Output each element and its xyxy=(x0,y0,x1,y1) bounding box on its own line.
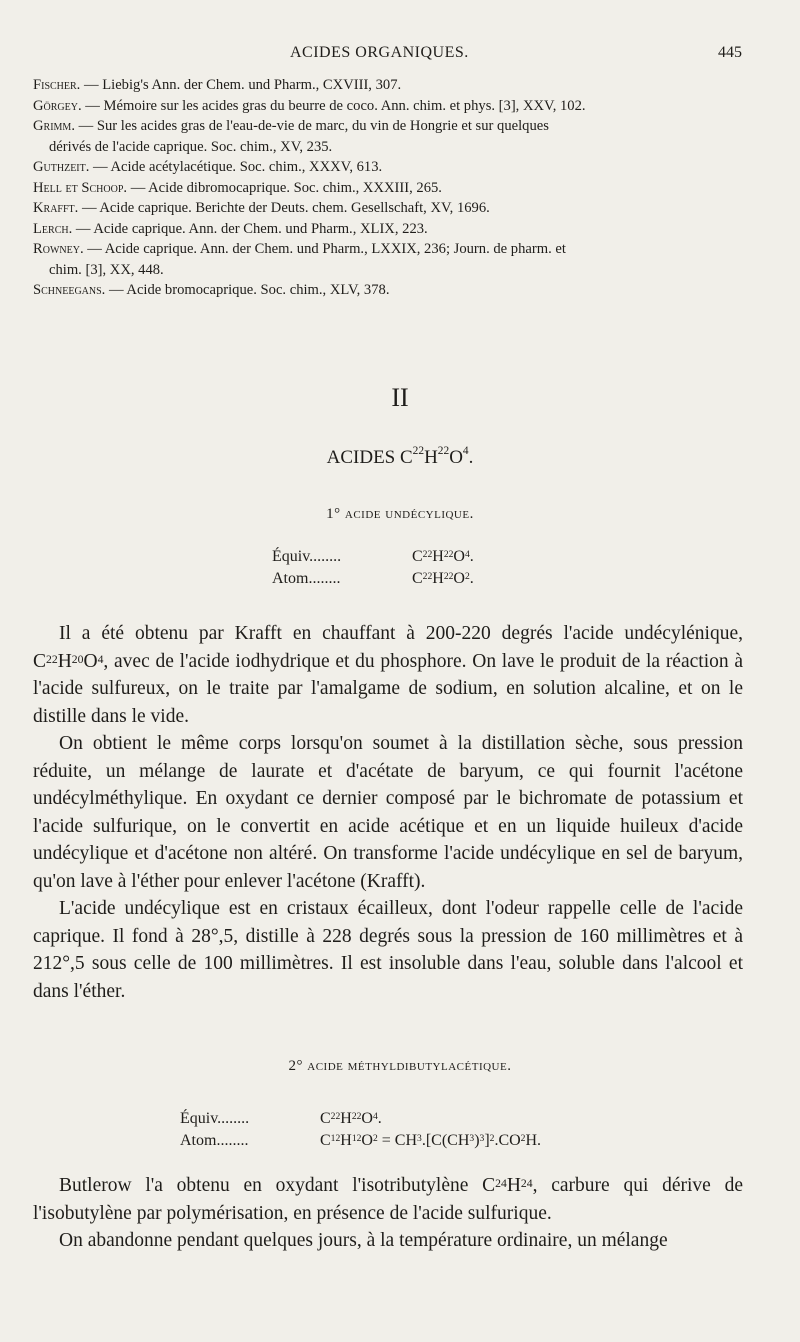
atom-row xyxy=(272,568,474,590)
text-run: H xyxy=(506,1175,521,1196)
section-title-text: . xyxy=(468,447,474,468)
text-run: Il a été obtenu par Krafft en chauffant à 200-220 degrés l'acide undécylénique, C xyxy=(33,623,743,672)
superscript: 2 xyxy=(489,1133,495,1144)
superscript: 2 xyxy=(464,571,470,582)
text-run: H. xyxy=(525,1132,542,1149)
bibliography-continuation: chim. [3], XX, 448. xyxy=(49,261,164,278)
text-run: O xyxy=(453,570,465,587)
superscript: 2 xyxy=(372,1133,378,1144)
superscript: 3 xyxy=(469,1133,475,1144)
section-title-sup: 22 xyxy=(437,445,450,457)
atom-label: Atom........ xyxy=(272,570,341,587)
text-run: ) xyxy=(474,1132,480,1149)
superscript: 22 xyxy=(330,1111,341,1122)
equiv-row xyxy=(180,1108,541,1130)
body-text-1 xyxy=(33,620,743,1005)
text-run: C xyxy=(320,1132,331,1149)
bibliography-entry xyxy=(33,75,753,96)
superscript: 22 xyxy=(443,571,454,582)
text-run: C xyxy=(320,1110,331,1127)
equiv-row xyxy=(272,546,474,568)
bibliography-text: — Acide caprique. Berichte der Deuts. chem. Gesellschaft, XV, 1696. xyxy=(78,200,490,216)
equiv-label: Équiv........ xyxy=(180,1110,250,1127)
subsection-heading-2 xyxy=(0,1058,800,1075)
superscript: 3 xyxy=(417,1133,422,1144)
section-number: II xyxy=(391,383,409,412)
superscript: 4 xyxy=(372,1111,378,1122)
bibliography-text: — Sur les acides gras de l'eau-de-vie de marc, du vin de Hongrie et sur quelques xyxy=(74,118,549,134)
running-title: ACIDES ORGANIQUES. xyxy=(290,44,469,61)
body-text-2 xyxy=(33,1172,743,1255)
text-run: , carbure qui dérive de l'isobutylène par polymérisation, en présence de l'acide sulfurique. xyxy=(33,1175,743,1224)
text-run: C xyxy=(412,570,423,587)
bibliography-author: Guthzeit. xyxy=(33,159,90,175)
text-run: H xyxy=(432,548,444,565)
subsection-title: acide méthyldibutylacétique. xyxy=(307,1058,512,1074)
superscript: 3 xyxy=(479,1133,485,1144)
bibliography-author: Schneegans. xyxy=(33,282,106,298)
section-title-text: H xyxy=(424,447,438,468)
bibliography-entry xyxy=(33,280,753,301)
section-title-sup: 22 xyxy=(412,445,425,457)
text-run: . xyxy=(469,548,474,565)
text-run: L'acide undécylique est en cristaux écailleux, dont l'odeur rappelle celle de l'acide caprique. Il fond à 28°,5, distille à 228 degrés sous la pression de 160 millimètres et à 212°,5 sous celle de 100 millimètres. Il est insoluble dans l'eau, soluble dans l'alcool et dans l'éther. xyxy=(33,898,743,1002)
text-run: . xyxy=(377,1110,382,1127)
bibliography-entry xyxy=(33,239,753,280)
equiv-formula xyxy=(320,1108,382,1130)
text-run: O xyxy=(453,548,465,565)
subsection-number: 1° xyxy=(326,506,341,522)
text-run: O xyxy=(83,650,98,672)
bibliography-entry xyxy=(33,116,753,157)
bibliography-author: Krafft. xyxy=(33,200,79,216)
text-run: H xyxy=(432,570,444,587)
text-run: H xyxy=(57,650,72,672)
text-run: . xyxy=(469,570,474,587)
formula-table-2 xyxy=(180,1108,541,1152)
text-run: .CO xyxy=(494,1132,521,1149)
text-run: On obtient le même corps lorsqu'on soumet à la distillation sèche, sous pression réduite, un mélange de laurate et d'acétate de baryum, ce qui fournit l'acétone undécylméthylique. En oxydant ce dernier composé par le bichromate de potassium et l'acide sulfurique, on le convertit en acide acétique et en un liquide huileux d'acide undécylique et d'acétone non altéré. On transforme l'acide undécylique en sel de baryum, qu'on lave à l'éther pour enlever l'acétone (Krafft). xyxy=(33,733,743,892)
superscript: 20 xyxy=(71,652,84,666)
bibliography-entry xyxy=(33,219,753,240)
bibliography-entry xyxy=(33,96,753,117)
equiv-label: Équiv........ xyxy=(272,548,342,565)
bibliography-text: — Acide bromocaprique. Soc. chim., XLV, 378. xyxy=(105,282,390,298)
text-run: , avec de l'acide iodhydrique et du phosphore. On lave le produit de la réaction à l'acide sulfureux, on le traite par l'amalgame de sodium, en solution alcaline, et on le distille dans le vide. xyxy=(33,650,743,727)
text-run: Butlerow l'a obtenu en oxydant l'isotributylène C xyxy=(59,1175,496,1196)
paragraph xyxy=(33,620,743,730)
bibliography-entry xyxy=(33,178,753,199)
atom-formula xyxy=(412,568,474,590)
atom-formula xyxy=(320,1130,541,1152)
superscript: 24 xyxy=(495,1177,507,1190)
superscript: 4 xyxy=(97,652,104,666)
superscript: 22 xyxy=(443,549,454,560)
formula-table-1 xyxy=(272,546,474,590)
section-title-text: ACIDES C xyxy=(326,447,413,468)
bibliography-text: — Mémoire sur les acides gras du beurre de coco. Ann. chim. et phys. [3], XXV, 102. xyxy=(81,97,586,114)
text-run: ] xyxy=(484,1132,490,1149)
superscript: 4 xyxy=(464,549,470,560)
paragraph xyxy=(33,730,743,895)
subsection-number: 2° xyxy=(288,1058,304,1074)
bibliography-continuation: dérivés de l'acide caprique. Soc. chim., XV, 235. xyxy=(49,138,333,155)
bibliography-author: Hell et Schoop. xyxy=(33,179,128,196)
bibliography-author: Lerch. xyxy=(33,220,73,237)
text-run: C xyxy=(412,548,423,565)
bibliography-author: Grimm. xyxy=(33,118,75,134)
subsection-heading-1 xyxy=(0,506,800,523)
atom-row xyxy=(180,1130,541,1152)
text-run: .[C(CH xyxy=(421,1132,470,1149)
bibliography-text: — Acide acétylacétique. Soc. chim., XXXV, 613. xyxy=(89,159,383,175)
bibliography-entry xyxy=(33,157,753,178)
text-run: H xyxy=(340,1132,352,1149)
text-run: = CH xyxy=(377,1132,418,1149)
paragraph xyxy=(33,1172,743,1227)
bibliography-text: — Acide caprique. Ann. der Chem. und Pharm., XLIX, 223. xyxy=(72,220,428,237)
paragraph xyxy=(33,895,743,1005)
superscript: 24 xyxy=(520,1177,533,1190)
text-run: O xyxy=(361,1132,373,1149)
section-title-text: O xyxy=(449,447,463,468)
text-run: On abandonne pendant quelques jours, à la température ordinaire, un mélange xyxy=(59,1230,668,1251)
superscript: 12 xyxy=(351,1133,362,1144)
superscript: 2 xyxy=(520,1133,526,1144)
superscript: 12 xyxy=(330,1133,341,1144)
running-header xyxy=(0,44,800,68)
text-run: H xyxy=(340,1110,352,1127)
superscript: 22 xyxy=(422,571,433,582)
bibliography-author: Görgey. xyxy=(33,97,82,114)
bibliography-entry xyxy=(33,198,753,219)
bibliography-text: — Acide caprique. Ann. der Chem. und Pharm., LXXIX, 236; Journ. de pharm. et xyxy=(83,241,566,257)
atom-label: Atom........ xyxy=(180,1132,249,1149)
bibliography-author: Rowney. xyxy=(33,241,84,257)
bibliography xyxy=(33,75,753,301)
subsection-title: acide undécylique. xyxy=(344,506,474,522)
superscript: 22 xyxy=(46,652,58,666)
superscript: 22 xyxy=(351,1111,362,1122)
page-number: 445 xyxy=(718,44,742,61)
superscript: 22 xyxy=(422,549,433,560)
text-run: O xyxy=(361,1110,373,1127)
bibliography-author: Fischer. xyxy=(33,77,81,93)
section-title-sup: 4 xyxy=(462,445,469,457)
paragraph xyxy=(33,1227,743,1255)
bibliography-text: — Liebig's Ann. der Chem. und Pharm., CXVIII, 307. xyxy=(80,77,402,93)
section-title xyxy=(0,447,800,469)
equiv-formula xyxy=(412,546,474,568)
bibliography-text: — Acide dibromocaprique. Soc. chim., XXXIII, 265. xyxy=(127,179,442,196)
